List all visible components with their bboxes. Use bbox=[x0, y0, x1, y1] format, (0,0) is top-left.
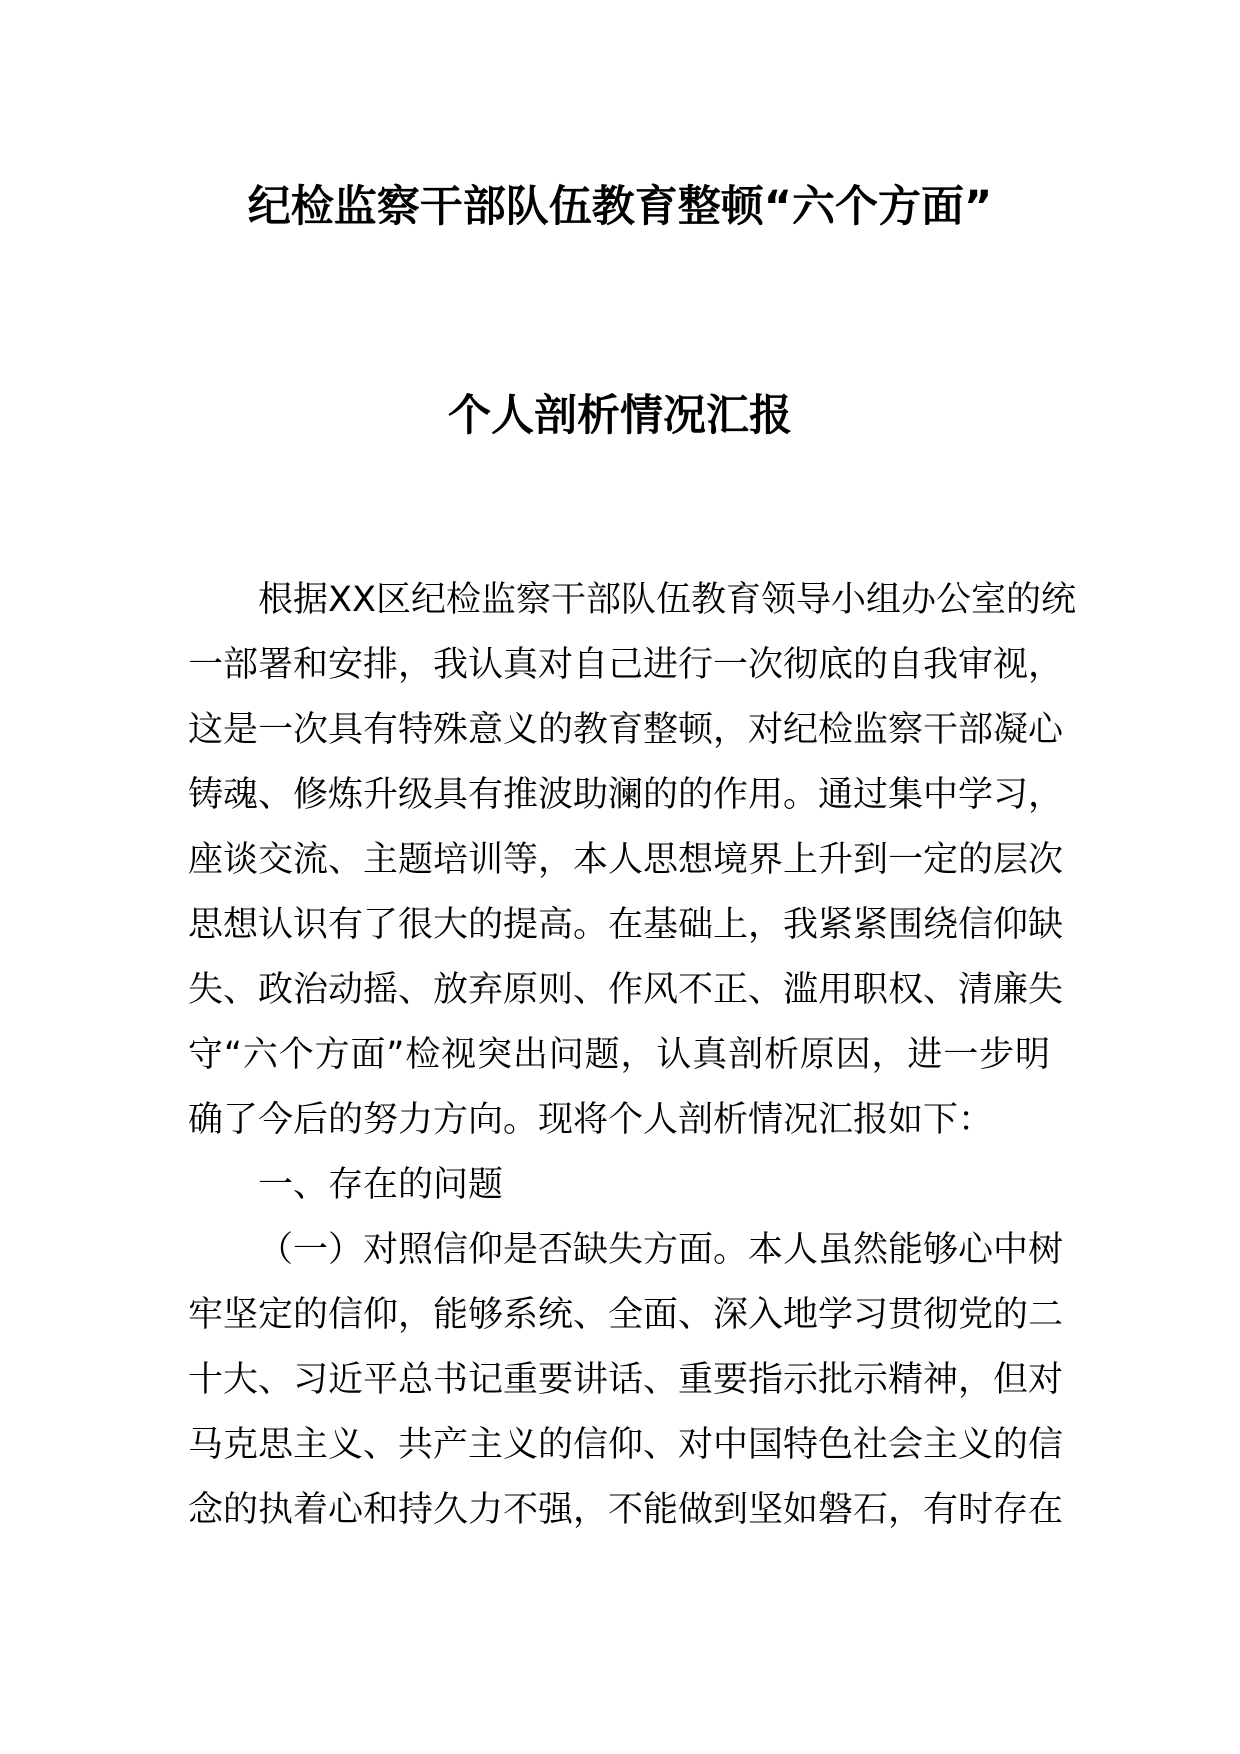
paragraph-faith bbox=[188, 1218, 1064, 1543]
text-line: 守“六个方面”检视突出问题，认真剖析原因，进一步明 bbox=[188, 1035, 1050, 1075]
text-line: 思想认识有了很大的提高。在基础上，我紧紧围绕信仰缺 bbox=[188, 905, 1064, 945]
text-line: 铸魂、修炼升级具有推波助澜的的作用。通过集中学习， bbox=[188, 775, 1064, 815]
document-title-line-1: 纪检监察干部队伍教育整顿“六个方面” bbox=[247, 182, 993, 232]
text-line: 一部署和安排，我认真对自己进行一次彻底的自我审视， bbox=[188, 645, 1064, 685]
document-title-line-2: 个人剖析情况汇报 bbox=[448, 391, 792, 441]
text-line: 这是一次具有特殊意义的教育整顿，对纪检监察干部凝心 bbox=[188, 710, 1064, 750]
heading-existing-problems: 一、存在的问题 bbox=[258, 1165, 504, 1205]
text-line: 失、政治动摇、放弃原则、作风不正、滥用职权、清廉失 bbox=[188, 970, 1064, 1010]
paragraph-intro bbox=[188, 568, 1076, 1153]
text-line: 确了今后的努力方向。现将个人剖析情况汇报如下： bbox=[188, 1100, 994, 1140]
text-line: 根据XX区纪检监察干部队伍教育领导小组办公室的统 bbox=[258, 580, 1076, 620]
text-line: 牢坚定的信仰，能够系统、全面、深入地学习贯彻党的二 bbox=[188, 1295, 1064, 1335]
text-line: 念的执着心和持久力不强，不能做到坚如磐石，有时存在 bbox=[188, 1490, 1064, 1530]
document-body bbox=[188, 568, 1076, 1543]
section-heading bbox=[188, 1153, 1050, 1218]
text-line: 座谈交流、主题培训等，本人思想境界上升到一定的层次 bbox=[188, 840, 1064, 880]
text-line: （一）对照信仰是否缺失方面。本人虽然能够心中树 bbox=[258, 1230, 1064, 1270]
text-line: 十大、习近平总书记重要讲话、重要指示批示精神，但对 bbox=[188, 1360, 1064, 1400]
text-line: 马克思主义、共产主义的信仰、对中国特色社会主义的信 bbox=[188, 1425, 1064, 1465]
